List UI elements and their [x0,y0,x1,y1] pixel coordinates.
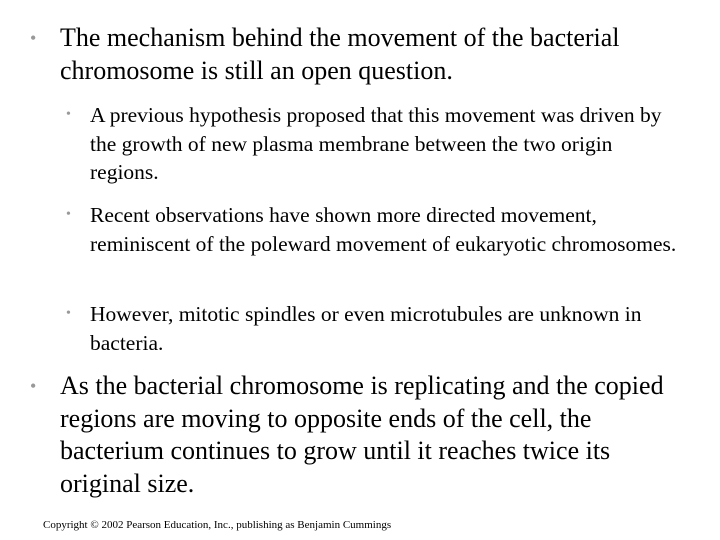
bullet-item [30,370,680,500]
bullet-dot-icon: • [30,28,37,48]
bullet-dot-icon: • [66,107,71,122]
bullet-dot-icon: • [66,306,71,321]
sub-bullet-item [66,201,686,258]
sub-bullet-text: Recent observations have shown more directed movement, reminiscent of the poleward movement of eukaryotic chromosomes. [90,203,677,256]
bullet-text: The mechanism behind the movement of the bacterial chromosome is still an open question. [60,23,620,85]
sub-bullet-text: However, mitotic spindles or even microtubules are unknown in bacteria. [90,302,642,355]
sub-bullet-item [66,300,686,357]
sub-bullet-item [66,101,686,187]
bullet-dot-icon: • [30,376,37,396]
sub-bullet-text: A previous hypothesis proposed that this movement was driven by the growth of new plasma membrane between the two origin regions. [90,103,662,184]
bullet-text: As the bacterial chromosome is replicating and the copied regions are moving to opposite ends of the cell, the bacterium continues to grow until it reaches twice its original size. [60,371,664,498]
bullet-item [30,22,680,87]
bullet-dot-icon: • [66,207,71,222]
copyright-footer: Copyright © 2002 Pearson Education, Inc., publishing as Benjamin Cummings [43,519,392,531]
